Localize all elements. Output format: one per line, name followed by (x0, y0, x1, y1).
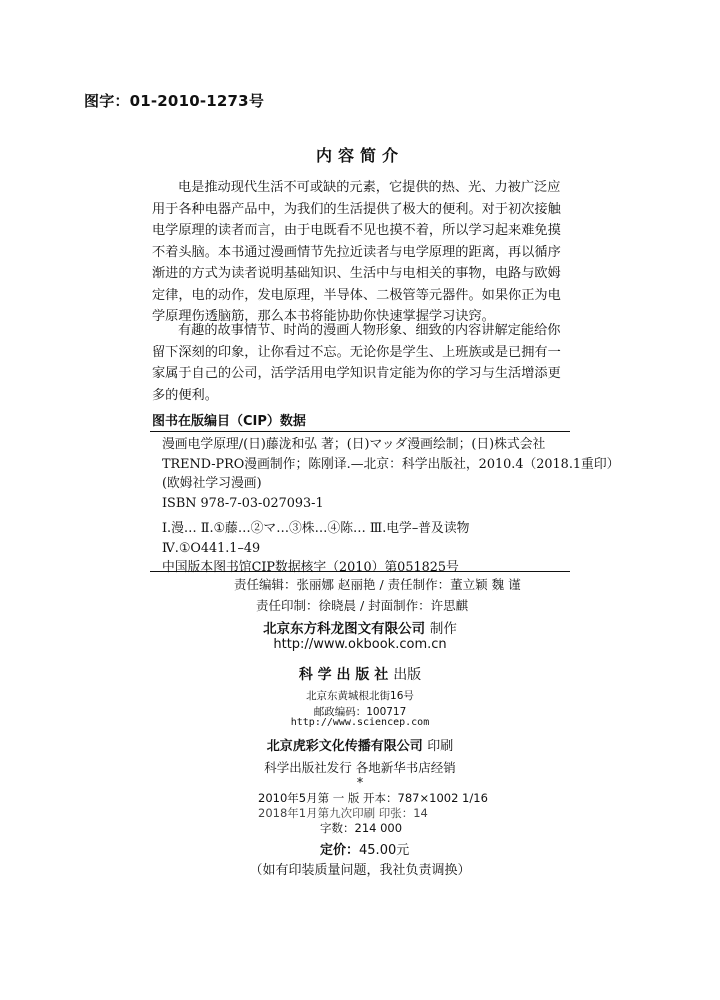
cip-isbn: ISBN 978-7-03-027093-1 (162, 495, 324, 511)
divider (150, 431, 570, 432)
studio-name: 北京东方科龙图文有限公司 (263, 621, 426, 637)
quality-notice: （如有印装质量问题，我社负责调换） (249, 863, 471, 878)
cip-line: (欧姆社学习漫画) (162, 476, 262, 491)
editor-credits: 责任编辑：张丽娜 赵丽艳 / 责任制作：董立颖 魏 谨 (234, 577, 521, 592)
paragraph-line: 留下深刻的印象，让你看过不忘。无论你是学生、上班族或是已拥有一 (152, 344, 561, 360)
summary-paragraph-1 (152, 177, 584, 328)
price-value: 45.00元 (359, 843, 410, 858)
paragraph-line: 学原理伤透脑筋，那么本书将能协助你快速掌握学习诀窍。 (152, 309, 495, 324)
paragraph-line: 有趣的故事情节、时尚的漫画人物形象、细致的内容讲解定能给你 (178, 323, 561, 338)
cip-number: 中国版本图书馆CIP数据核字（2010）第051825号 (162, 560, 459, 575)
summary-paragraph-2 (152, 320, 584, 406)
publisher-address: 北京东黄城根北街16号 (306, 690, 414, 702)
paragraph-line: 不着头脑。本书通过漫画情节先拉近读者与电学原理的距离，再以循序 (152, 244, 561, 260)
publisher-postcode: 邮政编码：100717 (313, 706, 407, 718)
cip-classification: Ⅳ.①O441.1–49 (162, 540, 261, 556)
record-number: 图字：01-2010-1273号 (84, 92, 265, 110)
publisher-role: 出版 (393, 667, 422, 683)
cip-heading: 图书在版编目（CIP）数据 (152, 414, 306, 429)
studio-role: 制作 (429, 621, 457, 637)
price-label: 定价： (320, 843, 360, 858)
printer-role: 印刷 (427, 739, 454, 754)
paragraph-line: 用于各种电器产品中，为我们的生活提供了极大的便利。对于初次接触 (152, 201, 561, 217)
word-count: 字数：214 000 (320, 821, 403, 835)
paragraph-line: 多的便利。 (152, 387, 218, 403)
publisher-line (0, 664, 720, 684)
printer-line (0, 735, 720, 754)
printing-info: 2018年1月第九次印刷 印张：14 (258, 806, 428, 820)
paragraph-line: 定律，电的动作，发电原理，半导体、二极管等元器件。如果你正为电 (152, 287, 561, 303)
divider (150, 571, 570, 572)
distribution-note: 科学出版社发行 各地新华书店经销 (264, 760, 456, 775)
cip-line: 漫画电学原理/(日)藤泷和弘 著；(日)マッダ漫画绘制；(日)株式会社 (162, 437, 546, 452)
cip-subject: Ⅰ.漫… Ⅱ.①藤…②マ…③株…④陈… Ⅲ.电学–普及读物 (162, 521, 470, 536)
paragraph-line: 渐进的方式为读者说明基础知识、生活中与电相关的事物，电路与欧姆 (152, 266, 561, 281)
print-credits: 责任印制：徐晓晨 / 封面制作：许思麒 (256, 598, 469, 613)
printer-name: 北京虎彩文化传播有限公司 (266, 739, 423, 754)
summary-title: 内容简介 (315, 146, 404, 165)
studio-url: http://www.okbook.com.cn (273, 637, 447, 652)
publisher-name: 科 学 出 版 社 (298, 667, 389, 683)
separator-star: * (356, 776, 364, 791)
studio-line (0, 617, 720, 637)
edition-info: 2010年5月第 一 版 开本：787×1002 1/16 (258, 791, 488, 805)
cip-line: TREND-PRO漫画制作；陈刚译.—北京：科学出版社，2010.4（2018.1重印） (162, 456, 620, 472)
paragraph-line: 电是推动现代生活不可或缺的元素，它提供的热、光、力被广泛应 (178, 180, 561, 195)
paragraph-line: 电学原理的读者而言，由于电既看不见也摸不着，所以学习起来难免摸 (152, 223, 561, 238)
publisher-url: http://www.sciencep.com (290, 717, 430, 728)
paragraph-line: 家属于自己的公司，活学活用电学知识肯定能为你的学习与生活增添更 (152, 366, 561, 381)
cip-block (162, 435, 620, 578)
price (320, 839, 409, 858)
